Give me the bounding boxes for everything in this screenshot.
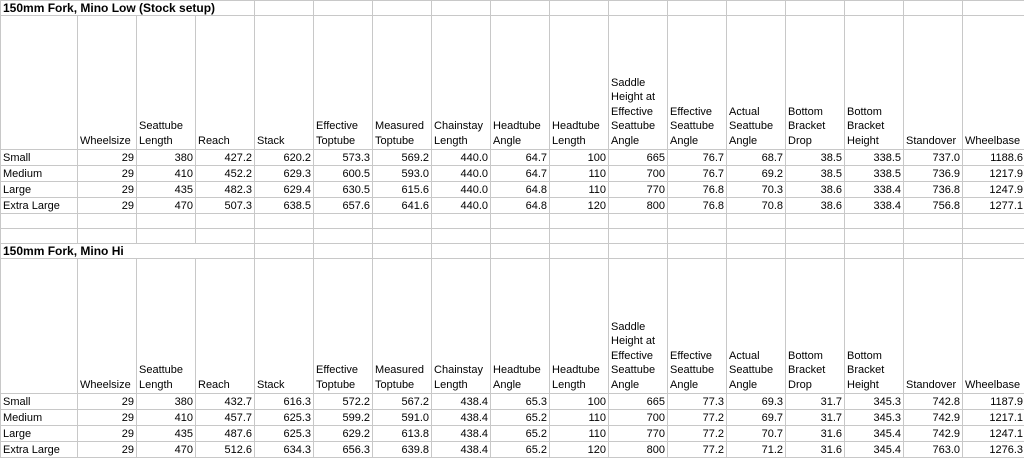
- table-row: [1, 442, 1024, 458]
- empty-cell[interactable]: [1, 214, 78, 229]
- data-cell[interactable]: 742.9: [904, 410, 963, 426]
- data-cell[interactable]: 69.7: [727, 410, 786, 426]
- data-cell[interactable]: 800: [609, 442, 668, 458]
- data-cell[interactable]: 38.6: [786, 182, 845, 198]
- data-cell[interactable]: 76.8: [668, 198, 727, 214]
- column-header[interactable]: Wheelbase: [963, 259, 1024, 394]
- data-cell[interactable]: 110: [550, 166, 609, 182]
- data-cell[interactable]: 438.4: [432, 394, 491, 410]
- data-cell[interactable]: 338.5: [845, 150, 904, 166]
- empty-cell[interactable]: [845, 214, 904, 229]
- empty-cell[interactable]: [727, 244, 786, 259]
- empty-cell[interactable]: [727, 229, 786, 244]
- data-cell[interactable]: 100: [550, 394, 609, 410]
- data-cell[interactable]: 380: [137, 150, 196, 166]
- data-cell[interactable]: 338.5: [845, 166, 904, 182]
- empty-cell[interactable]: [432, 1, 491, 16]
- data-cell[interactable]: 742.9: [904, 426, 963, 442]
- column-header[interactable]: Reach: [196, 16, 255, 150]
- column-header[interactable]: Standover: [904, 16, 963, 150]
- section-title[interactable]: 150mm Fork, Mino Low (Stock setup): [1, 1, 255, 16]
- data-cell[interactable]: 29: [78, 442, 137, 458]
- data-cell[interactable]: 31.7: [786, 410, 845, 426]
- data-cell[interactable]: 110: [550, 182, 609, 198]
- column-header[interactable]: Bottom Bracket Height: [845, 16, 904, 150]
- data-cell[interactable]: 65.2: [491, 426, 550, 442]
- section-title-row: [1, 1, 1024, 16]
- empty-cell[interactable]: [668, 214, 727, 229]
- data-cell[interactable]: 770: [609, 426, 668, 442]
- data-cell[interactable]: 68.7: [727, 150, 786, 166]
- data-cell[interactable]: 38.5: [786, 166, 845, 182]
- empty-cell[interactable]: [609, 229, 668, 244]
- column-header[interactable]: Stack: [255, 16, 314, 150]
- data-cell[interactable]: 29: [78, 426, 137, 442]
- data-cell[interactable]: 629.4: [255, 182, 314, 198]
- data-cell[interactable]: 1217.9: [963, 166, 1024, 182]
- data-cell[interactable]: 1277.1: [963, 198, 1024, 214]
- empty-cell[interactable]: [550, 229, 609, 244]
- data-cell[interactable]: 1188.6: [963, 150, 1024, 166]
- data-cell[interactable]: 700: [609, 410, 668, 426]
- data-cell[interactable]: 410: [137, 410, 196, 426]
- column-header[interactable]: Effective Seattube Angle: [668, 16, 727, 150]
- data-cell[interactable]: 410: [137, 166, 196, 182]
- empty-cell[interactable]: [491, 229, 550, 244]
- column-header[interactable]: Measured Toptube: [373, 259, 432, 394]
- data-cell[interactable]: 120: [550, 442, 609, 458]
- empty-cell[interactable]: [137, 214, 196, 229]
- empty-cell[interactable]: [550, 1, 609, 16]
- data-cell[interactable]: 1247.9: [963, 182, 1024, 198]
- data-cell[interactable]: 593.0: [373, 166, 432, 182]
- data-cell[interactable]: 345.3: [845, 394, 904, 410]
- table-row: [1, 426, 1024, 442]
- empty-cell[interactable]: [491, 214, 550, 229]
- data-cell[interactable]: 31.6: [786, 442, 845, 458]
- data-cell[interactable]: 625.3: [255, 426, 314, 442]
- table-row: [1, 410, 1024, 426]
- empty-cell[interactable]: [255, 1, 314, 16]
- empty-cell[interactable]: [255, 229, 314, 244]
- data-cell[interactable]: 572.2: [314, 394, 373, 410]
- size-label-cell[interactable]: Small: [1, 394, 78, 410]
- empty-cell[interactable]: [373, 229, 432, 244]
- data-cell[interactable]: 440.0: [432, 166, 491, 182]
- empty-cell[interactable]: [196, 229, 255, 244]
- data-cell[interactable]: 600.5: [314, 166, 373, 182]
- data-cell[interactable]: 438.4: [432, 410, 491, 426]
- data-cell[interactable]: 77.2: [668, 442, 727, 458]
- empty-cell[interactable]: [727, 1, 786, 16]
- data-cell[interactable]: 29: [78, 166, 137, 182]
- column-header[interactable]: Wheelsize: [78, 259, 137, 394]
- size-label-cell[interactable]: Small: [1, 150, 78, 166]
- column-header[interactable]: Effective Seattube Angle: [668, 259, 727, 394]
- data-cell[interactable]: 615.6: [373, 182, 432, 198]
- column-header[interactable]: Chainstay Length: [432, 16, 491, 150]
- column-header[interactable]: Headtube Angle: [491, 259, 550, 394]
- data-cell[interactable]: 591.0: [373, 410, 432, 426]
- empty-cell[interactable]: [314, 214, 373, 229]
- table-row: [1, 182, 1024, 198]
- data-cell[interactable]: 65.3: [491, 394, 550, 410]
- data-cell[interactable]: 1187.9: [963, 394, 1024, 410]
- size-label-cell[interactable]: Medium: [1, 166, 78, 182]
- empty-cell[interactable]: [314, 229, 373, 244]
- column-header[interactable]: Effective Toptube: [314, 259, 373, 394]
- data-cell[interactable]: 641.6: [373, 198, 432, 214]
- empty-cell[interactable]: [491, 1, 550, 16]
- data-cell[interactable]: 29: [78, 410, 137, 426]
- data-cell[interactable]: 470: [137, 198, 196, 214]
- header-cell-size[interactable]: [1, 16, 78, 150]
- data-cell[interactable]: 625.3: [255, 410, 314, 426]
- empty-cell[interactable]: [373, 214, 432, 229]
- column-header[interactable]: Headtube Length: [550, 16, 609, 150]
- empty-cell[interactable]: [786, 214, 845, 229]
- column-header[interactable]: Standover: [904, 259, 963, 394]
- size-label-cell[interactable]: Extra Large: [1, 442, 78, 458]
- column-header[interactable]: Wheelsize: [78, 16, 137, 150]
- data-cell[interactable]: 452.2: [196, 166, 255, 182]
- data-cell[interactable]: 457.7: [196, 410, 255, 426]
- data-cell[interactable]: 657.6: [314, 198, 373, 214]
- data-cell[interactable]: 70.3: [727, 182, 786, 198]
- data-cell[interactable]: 487.6: [196, 426, 255, 442]
- data-cell[interactable]: 65.2: [491, 442, 550, 458]
- column-header[interactable]: Seattube Length: [137, 16, 196, 150]
- data-cell[interactable]: 470: [137, 442, 196, 458]
- data-cell[interactable]: 64.7: [491, 166, 550, 182]
- empty-cell[interactable]: [904, 229, 963, 244]
- header-row: [1, 259, 1024, 394]
- data-cell[interactable]: 70.8: [727, 198, 786, 214]
- data-cell[interactable]: 77.3: [668, 394, 727, 410]
- data-cell[interactable]: 638.5: [255, 198, 314, 214]
- size-label-cell[interactable]: Medium: [1, 410, 78, 426]
- data-cell[interactable]: 432.7: [196, 394, 255, 410]
- empty-cell[interactable]: [432, 214, 491, 229]
- data-cell[interactable]: 507.3: [196, 198, 255, 214]
- data-cell[interactable]: 482.3: [196, 182, 255, 198]
- empty-cell[interactable]: [255, 244, 314, 259]
- empty-cell[interactable]: [845, 229, 904, 244]
- column-header[interactable]: Bottom Bracket Height: [845, 259, 904, 394]
- data-cell[interactable]: 76.7: [668, 166, 727, 182]
- empty-cell[interactable]: [491, 244, 550, 259]
- empty-cell[interactable]: [373, 1, 432, 16]
- data-cell[interactable]: 76.8: [668, 182, 727, 198]
- empty-cell[interactable]: [963, 229, 1024, 244]
- column-header[interactable]: Reach: [196, 259, 255, 394]
- empty-cell[interactable]: [963, 244, 1024, 259]
- empty-row: [1, 214, 1024, 229]
- data-cell[interactable]: 29: [78, 182, 137, 198]
- column-header[interactable]: Wheelbase: [963, 16, 1024, 150]
- empty-cell[interactable]: [727, 214, 786, 229]
- data-cell[interactable]: 629.2: [314, 426, 373, 442]
- data-cell[interactable]: 763.0: [904, 442, 963, 458]
- empty-cell[interactable]: [609, 214, 668, 229]
- data-cell[interactable]: 76.7: [668, 150, 727, 166]
- data-cell[interactable]: 440.0: [432, 150, 491, 166]
- data-cell[interactable]: 31.6: [786, 426, 845, 442]
- empty-cell[interactable]: [668, 244, 727, 259]
- data-cell[interactable]: 110: [550, 426, 609, 442]
- empty-cell[interactable]: [314, 1, 373, 16]
- column-header[interactable]: Effective Toptube: [314, 16, 373, 150]
- data-cell[interactable]: 345.4: [845, 442, 904, 458]
- column-header[interactable]: Headtube Angle: [491, 16, 550, 150]
- data-cell[interactable]: 620.2: [255, 150, 314, 166]
- data-cell[interactable]: 800: [609, 198, 668, 214]
- empty-cell[interactable]: [963, 214, 1024, 229]
- empty-cell[interactable]: [137, 229, 196, 244]
- empty-cell[interactable]: [1, 229, 78, 244]
- data-cell[interactable]: 427.2: [196, 150, 255, 166]
- column-header[interactable]: Seattube Length: [137, 259, 196, 394]
- data-cell[interactable]: 1276.3: [963, 442, 1024, 458]
- data-cell[interactable]: 736.9: [904, 166, 963, 182]
- empty-cell[interactable]: [786, 1, 845, 16]
- empty-cell[interactable]: [786, 244, 845, 259]
- empty-row: [1, 229, 1024, 244]
- data-cell[interactable]: 77.2: [668, 410, 727, 426]
- table-row: [1, 166, 1024, 182]
- section-title-row: [1, 244, 1024, 259]
- size-label-cell[interactable]: Extra Large: [1, 198, 78, 214]
- data-cell[interactable]: 70.7: [727, 426, 786, 442]
- empty-cell[interactable]: [668, 229, 727, 244]
- empty-cell[interactable]: [963, 1, 1024, 16]
- data-cell[interactable]: 338.4: [845, 198, 904, 214]
- data-cell[interactable]: 440.0: [432, 198, 491, 214]
- empty-cell[interactable]: [78, 229, 137, 244]
- data-cell[interactable]: 64.8: [491, 198, 550, 214]
- data-cell[interactable]: 110: [550, 410, 609, 426]
- data-cell[interactable]: 38.6: [786, 198, 845, 214]
- data-cell[interactable]: 742.8: [904, 394, 963, 410]
- data-cell[interactable]: 435: [137, 426, 196, 442]
- header-cell-size[interactable]: [1, 259, 78, 394]
- data-cell[interactable]: 29: [78, 198, 137, 214]
- data-cell[interactable]: 29: [78, 394, 137, 410]
- column-header[interactable]: Measured Toptube: [373, 16, 432, 150]
- data-cell[interactable]: 1217.1: [963, 410, 1024, 426]
- data-cell[interactable]: 31.7: [786, 394, 845, 410]
- data-cell[interactable]: 665: [609, 150, 668, 166]
- data-cell[interactable]: 616.3: [255, 394, 314, 410]
- empty-cell[interactable]: [78, 214, 137, 229]
- data-cell[interactable]: 64.7: [491, 150, 550, 166]
- data-cell[interactable]: 630.5: [314, 182, 373, 198]
- table-row: [1, 394, 1024, 410]
- data-cell[interactable]: 38.5: [786, 150, 845, 166]
- data-cell[interactable]: 599.2: [314, 410, 373, 426]
- data-cell[interactable]: 435: [137, 182, 196, 198]
- data-cell[interactable]: 736.8: [904, 182, 963, 198]
- data-cell[interactable]: 338.4: [845, 182, 904, 198]
- data-cell[interactable]: 656.3: [314, 442, 373, 458]
- data-cell[interactable]: 567.2: [373, 394, 432, 410]
- data-cell[interactable]: 512.6: [196, 442, 255, 458]
- data-cell[interactable]: 639.8: [373, 442, 432, 458]
- empty-cell[interactable]: [550, 244, 609, 259]
- data-cell[interactable]: 69.3: [727, 394, 786, 410]
- data-cell[interactable]: 665: [609, 394, 668, 410]
- section-title[interactable]: 150mm Fork, Mino Hi: [1, 244, 255, 259]
- empty-cell[interactable]: [845, 244, 904, 259]
- data-cell[interactable]: 120: [550, 198, 609, 214]
- empty-cell[interactable]: [904, 1, 963, 16]
- data-cell[interactable]: 345.3: [845, 410, 904, 426]
- column-header[interactable]: Actual Seattube Angle: [727, 16, 786, 150]
- data-cell[interactable]: 700: [609, 166, 668, 182]
- column-header[interactable]: Saddle Height at Effective Seattube Angle: [609, 259, 668, 394]
- empty-cell[interactable]: [373, 244, 432, 259]
- data-cell[interactable]: 634.3: [255, 442, 314, 458]
- data-cell[interactable]: 573.3: [314, 150, 373, 166]
- data-cell[interactable]: 77.2: [668, 426, 727, 442]
- empty-cell[interactable]: [314, 244, 373, 259]
- empty-cell[interactable]: [845, 1, 904, 16]
- table-row: [1, 150, 1024, 166]
- size-label-cell[interactable]: Large: [1, 426, 78, 442]
- empty-cell[interactable]: [786, 229, 845, 244]
- data-cell[interactable]: 65.2: [491, 410, 550, 426]
- data-cell[interactable]: 613.8: [373, 426, 432, 442]
- data-cell[interactable]: 756.8: [904, 198, 963, 214]
- data-cell[interactable]: 569.2: [373, 150, 432, 166]
- data-cell[interactable]: 737.0: [904, 150, 963, 166]
- data-cell[interactable]: 770: [609, 182, 668, 198]
- empty-cell[interactable]: [196, 214, 255, 229]
- column-header[interactable]: Bottom Bracket Drop: [786, 16, 845, 150]
- column-header[interactable]: Chainstay Length: [432, 259, 491, 394]
- data-cell[interactable]: 1247.1: [963, 426, 1024, 442]
- empty-cell[interactable]: [609, 244, 668, 259]
- empty-cell[interactable]: [432, 229, 491, 244]
- data-cell[interactable]: 438.4: [432, 442, 491, 458]
- column-header[interactable]: Actual Seattube Angle: [727, 259, 786, 394]
- empty-cell[interactable]: [255, 214, 314, 229]
- empty-cell[interactable]: [904, 214, 963, 229]
- table-row: [1, 198, 1024, 214]
- data-cell[interactable]: 629.3: [255, 166, 314, 182]
- data-cell[interactable]: 438.4: [432, 426, 491, 442]
- data-cell[interactable]: 345.4: [845, 426, 904, 442]
- empty-cell[interactable]: [550, 214, 609, 229]
- data-cell[interactable]: 64.8: [491, 182, 550, 198]
- column-header[interactable]: Headtube Length: [550, 259, 609, 394]
- column-header[interactable]: Bottom Bracket Drop: [786, 259, 845, 394]
- header-row: [1, 16, 1024, 150]
- empty-cell[interactable]: [668, 1, 727, 16]
- column-header[interactable]: Saddle Height at Effective Seattube Angle: [609, 16, 668, 150]
- empty-cell[interactable]: [904, 244, 963, 259]
- data-cell[interactable]: 440.0: [432, 182, 491, 198]
- data-cell[interactable]: 29: [78, 150, 137, 166]
- data-cell[interactable]: 69.2: [727, 166, 786, 182]
- size-label-cell[interactable]: Large: [1, 182, 78, 198]
- column-header[interactable]: Stack: [255, 259, 314, 394]
- data-cell[interactable]: 380: [137, 394, 196, 410]
- data-cell[interactable]: 100: [550, 150, 609, 166]
- empty-cell[interactable]: [609, 1, 668, 16]
- empty-cell[interactable]: [432, 244, 491, 259]
- data-cell[interactable]: 71.2: [727, 442, 786, 458]
